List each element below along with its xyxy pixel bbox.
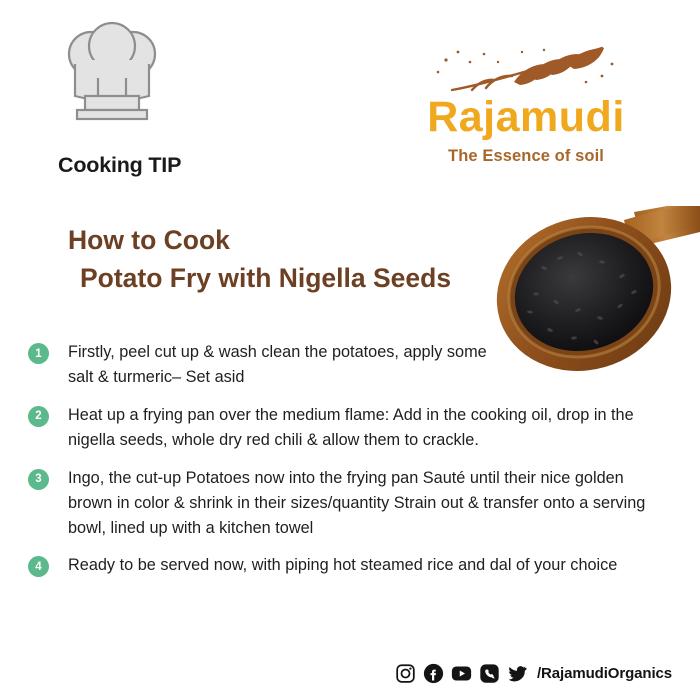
step-text: Firstly, peel cut up & wash clean the potatoes, apply some salt & turmeric– Set asid [68, 343, 487, 386]
facebook-icon[interactable] [423, 663, 444, 684]
list-item [28, 340, 678, 390]
brand-logo [392, 42, 660, 166]
step-number-badge: 2 [28, 406, 49, 427]
brand-tagline: The Essence of soil [448, 147, 604, 165]
step-number-badge: 1 [28, 343, 49, 364]
step-text: Ingo, the cut-up Potatoes now into the frying pan Sauté until their nice golden brown in color & shrink in their sizes/quantity Strain out & transfer onto a serving bowl, lined up with a kitchen towel [68, 468, 646, 537]
header-area [0, 0, 700, 200]
recipe-heading [68, 222, 451, 297]
list-item [28, 553, 678, 578]
brand-name: Rajamudi [427, 93, 625, 141]
social-footer [395, 663, 672, 684]
list-item [28, 403, 678, 453]
page-title: Cooking TIP [58, 153, 182, 177]
heading-line-1: How to Cook [68, 225, 230, 255]
whatsapp-icon[interactable] [479, 663, 500, 684]
chef-hat-icon [58, 22, 166, 132]
social-handle: /RajamudiOrganics [536, 665, 672, 682]
step-text: Ready to be served now, with piping hot steamed rice and dal of your choice [68, 556, 618, 575]
heading-line-2: Potato Fry with Nigella Seeds [80, 262, 452, 293]
step-number-badge: 4 [28, 556, 49, 577]
instagram-icon[interactable] [395, 663, 416, 684]
twitter-icon[interactable] [507, 663, 528, 684]
step-text: Heat up a frying pan over the medium flame: Add in the cooking oil, drop in the nigella seeds, whole dry red chili & allow them to crackle. [68, 405, 634, 449]
steps-list [28, 340, 678, 591]
youtube-icon[interactable] [451, 663, 472, 684]
wheat-sprig-icon [392, 42, 660, 94]
step-number-badge: 3 [28, 469, 49, 490]
list-item [28, 466, 678, 541]
